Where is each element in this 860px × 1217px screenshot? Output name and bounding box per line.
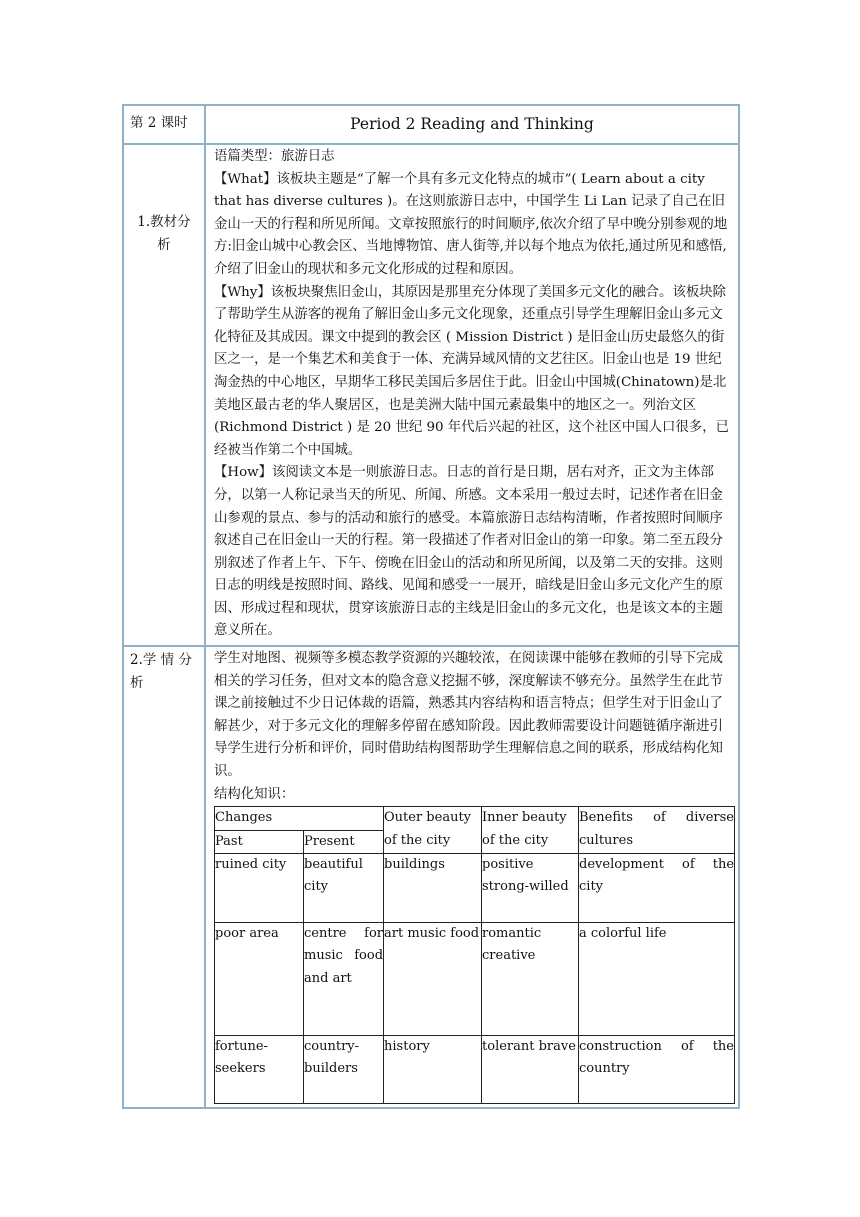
lesson-label: 第 2 课时 bbox=[130, 115, 188, 131]
table-cell: beautiful city bbox=[304, 854, 384, 923]
past-header: Past bbox=[215, 830, 304, 853]
title-cell bbox=[205, 105, 739, 144]
lesson-plan-table bbox=[122, 104, 740, 1109]
header-row bbox=[123, 105, 739, 144]
lesson-cell bbox=[123, 105, 205, 144]
section1-content bbox=[206, 145, 738, 645]
section2-row bbox=[123, 646, 739, 1108]
section2-content bbox=[206, 647, 738, 806]
structure-label: 结构化知识： bbox=[214, 786, 295, 802]
table-cell: construction of the country bbox=[579, 1036, 735, 1104]
table-row bbox=[215, 1036, 735, 1104]
section1-label bbox=[124, 145, 204, 258]
changes-header: Changes bbox=[215, 807, 384, 830]
structured-knowledge-table bbox=[214, 806, 735, 1104]
table-cell: ruined city bbox=[215, 854, 304, 923]
inner-header-row bbox=[215, 807, 735, 830]
section1-label-cell bbox=[123, 144, 205, 646]
benefits-header: Benefits of diverse cultures bbox=[579, 807, 735, 854]
table-cell: poor area bbox=[215, 923, 304, 1036]
table-cell: centre for music food and art bbox=[304, 923, 384, 1036]
table-row bbox=[215, 854, 735, 923]
period-title: Period 2 Reading and Thinking bbox=[350, 115, 594, 133]
section1-row bbox=[123, 144, 739, 646]
table-row bbox=[215, 923, 735, 1036]
text-type: 语篇类型：旅游日志 bbox=[214, 149, 335, 164]
what-paragraph: 【What】该板块主题是“了解一个具有多元文化特点的城市”( Learn about a city that has diverse cultures )。在这则旅游日志中，中国学生 Li Lan 记录了自己在旧金山一天的行程和所见所闻。文章按照旅行的时间顺序,依次介绍了早中晚分别参观的地方:旧金山城中心教会区、当地博物馆、唐人街等,并以每个地点为依托,通过所见和感悟,介绍了旧金山的现状和多元文化形成的过程和原因。 bbox=[214, 171, 728, 277]
table-cell: development of the city bbox=[579, 854, 735, 923]
section1-label-line1: 1.教材分 bbox=[137, 214, 191, 230]
outer-beauty-header: Outer beauty of the city bbox=[384, 807, 482, 854]
present-header: Present bbox=[304, 830, 384, 853]
section2-content-cell bbox=[205, 646, 739, 1108]
table-cell: romantic creative bbox=[482, 923, 579, 1036]
section1-content-cell bbox=[205, 144, 739, 646]
table-cell: a colorful life bbox=[579, 923, 735, 1036]
table-cell: fortune-seekers bbox=[215, 1036, 304, 1104]
section2-label: 2.学 情 分析 bbox=[130, 652, 192, 691]
section2-label-cell bbox=[123, 646, 205, 1108]
inner-beauty-header: Inner beauty of the city bbox=[482, 807, 579, 854]
table-cell: buildings bbox=[384, 854, 482, 923]
table-cell: country-builders bbox=[304, 1036, 384, 1104]
table-cell: tolerant brave bbox=[482, 1036, 579, 1104]
table-cell: art music food bbox=[384, 923, 482, 1036]
learner-analysis-paragraph: 学生对地图、视频等多模态教学资源的兴趣较浓，在阅读课中能够在教师的引导下完成相关的学习任务，但对文本的隐含意义挖掘不够，深度解读不够充分。虽然学生在此节课之前接触过不少日记体裁的语篇，熟悉其内容结构和语言特点；但学生对于旧金山了解甚少，对于多元文化的理解多停留在感知阶段。因此教师需要设计问题链循序渐进引导学生进行分析和评价，同时借助结构图帮助学生理解信息之间的联系，形成结构化知识。 bbox=[214, 651, 723, 780]
how-paragraph: 【How】该阅读文本是一则旅游日志。日志的首行是日期，居右对齐，正文为主体部分，以第一人称记录当天的所见、所闻、所感。文本采用一般过去时，记述作者在旧金山参观的景点、参与的活动和旅行的感受。本篇旅游日志结构清晰，作者按照时间顺序叙述自己在旧金山一天的行程。第一段描述了作者对旧金山的第一印象。第二至五段分别叙述了作者上午、下午、傍晚在旧金山的活动和所见所闻，以及第二天的安排。这则日志的明线是按照时间、路线、见闻和感受一一展开，暗线是旧金山多元文化产生的原因、形成过程和现状，贯穿该旅游日志的主线是旧金山的多元文化，也是该文本的主题意义所在。 bbox=[214, 465, 723, 639]
table-cell: positive strong-willed bbox=[482, 854, 579, 923]
lesson-plan-page bbox=[122, 104, 738, 1109]
table-cell: history bbox=[384, 1036, 482, 1104]
section1-label-line2: 析 bbox=[157, 236, 171, 253]
why-paragraph: 【Why】该板块聚焦旧金山，其原因是那里充分体现了美国多元文化的融合。该板块除了帮助学生从游客的视角了解旧金山多元文化现象，还重点引导学生理解旧金山多元文化特征及其成因。课文中提到的教会区 ( Mission District ) 是旧金山历史最悠久的街区之一，是一个集艺术和美食于一体、充满异域风情的文艺往区。旧金山也是 19 世纪淘金热的中心地区，早期华工移民美国后多居住于此。旧金山中国城(Chinatown)是北美地区最古老的华人聚居区，也是美洲大陆中国元素最集中的地区之一。列治文区 (Richmond District ) 是 20 世纪 90 年代后兴起的社区，这个社区中国人口很多，已经被当作第二个中国城。 bbox=[214, 284, 729, 458]
